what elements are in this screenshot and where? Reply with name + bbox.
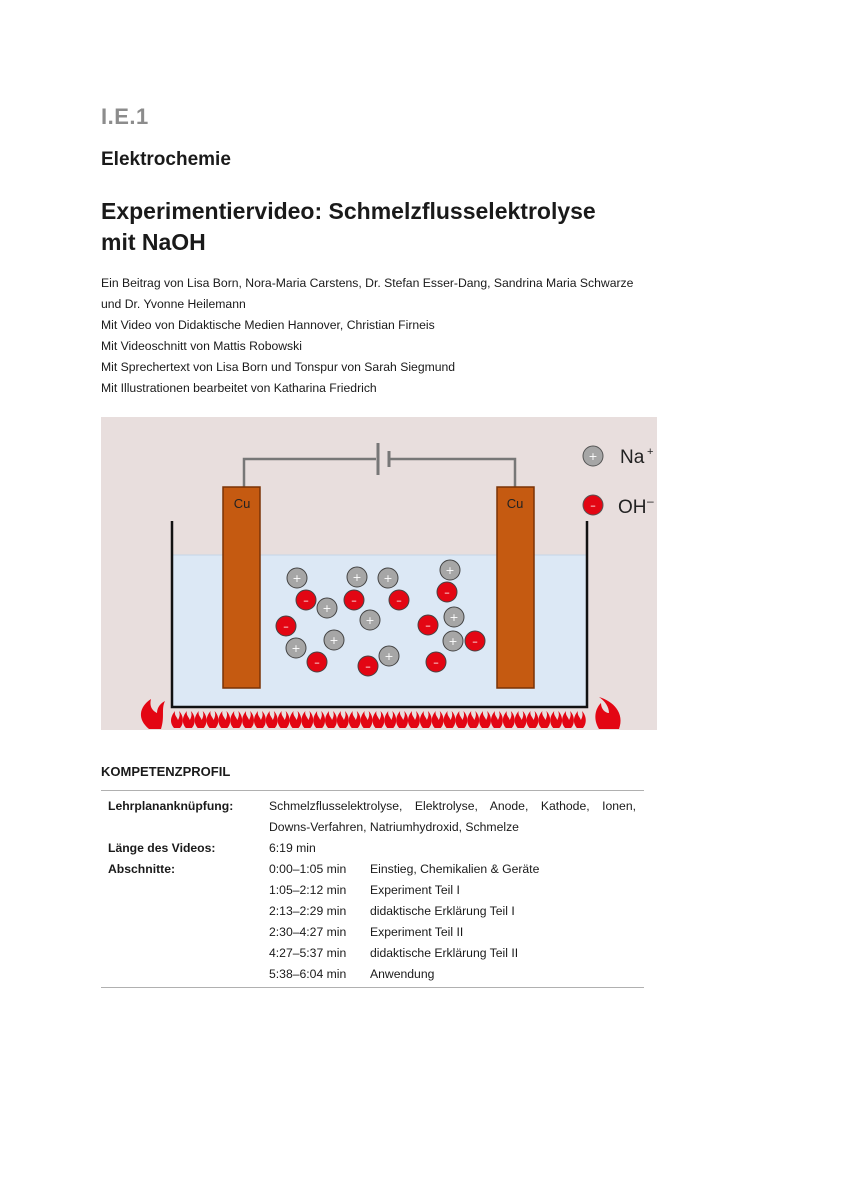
electrode-left: [223, 487, 260, 688]
credit-line: Mit Sprechertext von Lisa Born und Tonspur von Sarah Siegmund: [101, 360, 456, 374]
legend-na-label: Na: [620, 447, 645, 468]
laenge-label: Länge des Videos:: [108, 841, 216, 855]
oh-ion-sign: –: [365, 660, 371, 673]
na-ion-sign: +: [448, 635, 458, 648]
oh-ion: [296, 590, 316, 610]
electrode-right: [497, 487, 534, 688]
na-ion: [317, 598, 337, 618]
na-ion-sign: +: [291, 642, 301, 655]
title-line-2: mit NaOH: [101, 229, 206, 255]
electrode-left-label: Cu: [233, 496, 251, 511]
na-ion: [379, 646, 399, 666]
na-ion: [444, 607, 464, 627]
na-ion-sign: +: [365, 614, 375, 627]
legend-na-charge: +: [647, 446, 654, 458]
legend-oh-charge: –: [647, 494, 654, 508]
lehrplan-row: [101, 796, 644, 838]
na-ion-sign: +: [292, 572, 302, 585]
oh-ion-sign: –: [472, 635, 478, 648]
abschnitt-desc: Experiment Teil II: [370, 925, 464, 939]
abschnitt-item: [269, 964, 636, 985]
na-ion-sign: +: [352, 571, 362, 584]
oh-ion-sign: –: [425, 619, 431, 632]
abschnitt-desc: Einstieg, Chemikalien & Geräte: [370, 862, 540, 876]
abschnitte-label: Abschnitte:: [108, 862, 176, 876]
na-ion: [287, 568, 307, 588]
abschnitt-item: [269, 901, 636, 922]
abschnitt-desc: Anwendung: [370, 967, 435, 981]
na-ion: [324, 630, 344, 650]
oh-ion: [358, 656, 378, 676]
abschnitt-desc: didaktische Erklärung Teil II: [370, 946, 519, 960]
laenge-row: [101, 838, 644, 859]
na-ion-sign: +: [329, 634, 339, 647]
abschnitt-desc: didaktische Erklärung Teil I: [370, 904, 515, 918]
lehrplan-line-1: Schmelzflusselektrolyse, Elektrolyse, Anode, Kathode, Ionen,: [269, 799, 636, 813]
oh-ion: [307, 652, 327, 672]
unit-code: I.E.1: [101, 104, 149, 129]
na-ion: [378, 568, 398, 588]
credit-line: und Dr. Yvonne Heilemann: [101, 297, 246, 311]
credit-line: Ein Beitrag von Lisa Born, Nora-Maria Carstens, Dr. Stefan Esser-Dang, Sandrina Maria Schwarze: [101, 276, 634, 290]
kompetenzprofil-title: KOMPETENZPROFIL: [101, 764, 231, 779]
credits: [101, 273, 661, 399]
abschnitt-time: 1:05–2:12 min: [269, 883, 347, 897]
abschnitt-time: 2:30–4:27 min: [269, 925, 347, 939]
oh-ion: [465, 631, 485, 651]
legend-oh: [583, 494, 654, 518]
abschnitt-item: [269, 859, 636, 880]
na-ion: [443, 631, 463, 651]
electrolysis-illustration: [101, 417, 657, 730]
abschnitt-desc: Experiment Teil I: [370, 883, 460, 897]
page-title: [101, 196, 701, 258]
credit-line: Mit Videoschnitt von Mattis Robowski: [101, 339, 302, 353]
na-ion: [360, 610, 380, 630]
oh-ion-sign: –: [283, 620, 289, 633]
lehrplan-value: [269, 796, 644, 838]
legend-oh-label: OH: [618, 497, 647, 518]
na-ion-sign: +: [383, 572, 393, 585]
credit-line: Mit Video von Didaktische Medien Hannover, Christian Firneis: [101, 318, 435, 332]
na-ion-sign: +: [449, 611, 459, 624]
abschnitt-time: 5:38–6:04 min: [269, 967, 347, 981]
legend-oh-sign: –: [590, 499, 596, 512]
oh-ion: [418, 615, 438, 635]
lehrplan-label: Lehrplananknüpfung:: [108, 799, 234, 813]
na-ion-sign: +: [445, 564, 455, 577]
electrode-right-label: Cu: [506, 496, 524, 511]
credit-line: Mit Illustrationen bearbeitet von Katharina Friedrich: [101, 381, 377, 395]
oh-ion-sign: –: [433, 656, 439, 669]
na-ion-sign: +: [322, 602, 332, 615]
oh-ion-sign: –: [351, 594, 357, 607]
oh-ion: [426, 652, 446, 672]
section-title: Elektrochemie: [101, 149, 231, 170]
oh-ion-sign: –: [444, 586, 450, 599]
oh-ion: [276, 616, 296, 636]
abschnitte-list: [269, 859, 644, 985]
oh-ion: [389, 590, 409, 610]
abschnitte-row: [101, 859, 644, 985]
legend-na-sign: +: [588, 450, 598, 463]
oh-ion: [344, 590, 364, 610]
na-ion-sign: +: [384, 650, 394, 663]
oh-ion-sign: –: [396, 594, 402, 607]
abschnitt-time: 4:27–5:37 min: [269, 946, 347, 960]
oh-ion-sign: –: [314, 656, 320, 669]
na-ion: [440, 560, 460, 580]
laenge-value: 6:19 min: [269, 841, 316, 855]
oh-ion: [437, 582, 457, 602]
na-ion: [286, 638, 306, 658]
abschnitt-item: [269, 922, 636, 943]
oh-ion-sign: –: [303, 594, 309, 607]
abschnitt-item: [269, 943, 636, 964]
title-line-1: Experimentiervideo: Schmelzflusselektrolyse: [101, 198, 596, 224]
abschnitt-item: [269, 880, 636, 901]
abschnitt-time: 0:00–1:05 min: [269, 862, 347, 876]
kompetenzprofil-table: [101, 790, 644, 988]
na-ion: [347, 567, 367, 587]
lehrplan-line-2: Downs-Verfahren, Natriumhydroxid, Schmelze: [269, 820, 519, 834]
abschnitt-time: 2:13–2:29 min: [269, 904, 347, 918]
